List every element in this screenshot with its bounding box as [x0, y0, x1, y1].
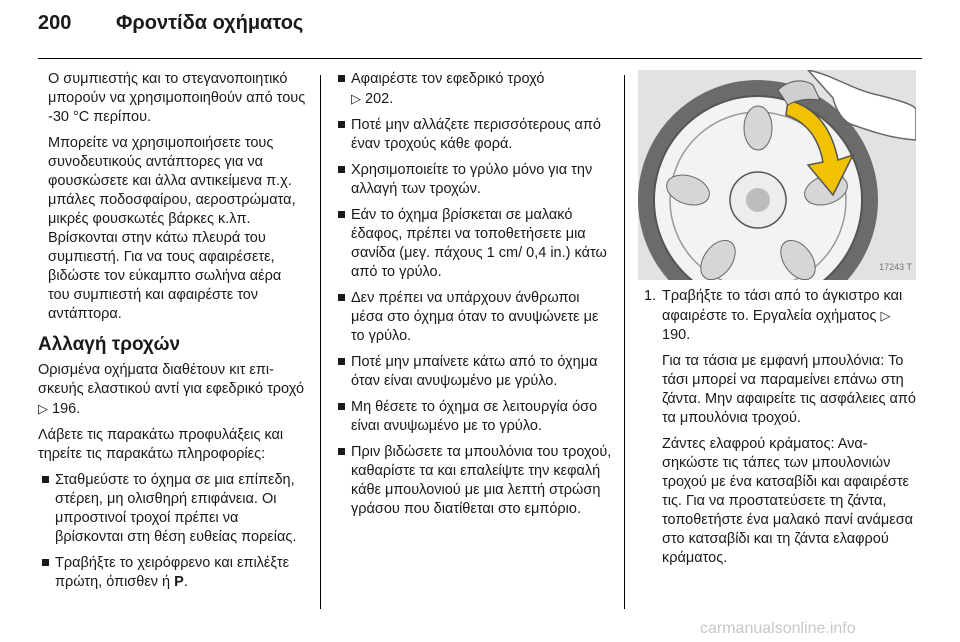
section-heading: Αλλαγή τροχών — [38, 334, 181, 355]
list-item-text: Χρησιμοποιείτε το γρύλο μόνο για την αλλαγή των τροχών. — [351, 162, 593, 197]
numbered-step — [638, 287, 916, 345]
paragraph-repair-kit-text: Ορισμένα οχήματα διαθέτουν κιτ επισκευής ελαστικού αντί για εφεδρικό τροχό — [38, 362, 305, 397]
paragraph-precautions: Λάβετε τις παρακάτω προφυλάξεις και τηρείτε τις παρακάτω πληροφορίες: — [38, 427, 284, 462]
list-item — [38, 554, 306, 592]
paragraph-visible-bolts: Για τα τάσια με εμφανή μπουλόνια: Το τάσι μπορεί να παραμείνει επάνω στη ζάντα. Μην αφαιρείτε τις ασφάλειες από τα μπουλόνια τροχού. — [662, 353, 916, 426]
list-item — [334, 353, 612, 391]
bullet-square-icon — [42, 476, 49, 483]
page-reference[interactable]: 202. — [365, 91, 394, 107]
column-left — [38, 70, 306, 599]
paragraph-alloy-wheels: Ζάντες ελαφρού κράματος: Ανασηκώστε τις τάπες των μπουλονιών τροχού με ένα κατσαβίδι και αφαιρέστε τις. Για να προστατεύσετε τη ζάντα, τοποθετήστε ένα μαλακό πανί ανάμεσα στο κατσαβίδι και τη ζάντα ελαφρού κράματος. — [662, 436, 914, 566]
list-item-text: Εάν το όχημα βρίσκεται σε μαλακό έδαφος, πρέπει να τοποθετήσετε μια σανίδα (μεγ. πάχους 1 cm/ 0,4 in.) κάτω από το γρύλο. — [351, 207, 607, 280]
list-item-text: Μη θέσετε το όχημα σε λειτουργία όσο είναι ανυψωμένο με το γρύλο. — [351, 399, 598, 434]
paragraph-compressor-temp: Ο συμπιεστής και το στεγανοποιητικό μπορούν να χρησιμοποιηθούν από τους -30 °C περίπου. — [48, 71, 306, 125]
step-number: 1. — [644, 288, 657, 304]
column-divider-2 — [624, 75, 625, 609]
list-item — [334, 161, 612, 199]
list-item-text: Δεν πρέπει να υπάρχουν άνθρωποι μέσα στο όχημα όταν το ανυψώνετε με το γρύλο. — [351, 290, 599, 344]
reference-arrow-icon: ▷ — [351, 91, 361, 106]
list-item-text: Ποτέ μην αλλάζετε περισσότερους από έναν τροχούς κάθε φορά. — [351, 117, 601, 152]
wheel-illustration-svg — [638, 70, 916, 280]
bullet-square-icon — [338, 121, 345, 128]
bullet-square-icon — [338, 358, 345, 365]
page-reference[interactable]: 190. — [662, 327, 691, 343]
column-middle — [334, 70, 612, 526]
bullet-square-icon — [42, 559, 49, 566]
list-item-period: . — [183, 574, 188, 590]
paragraph-adapters: Μπορείτε να χρησιμοποιήσετε τους συνοδευτικούς αντάπτορες για να φουσκώσετε και άλλα αντικείμενα π.χ. μπάλες ποδοσφαίρου, αεροστρώματα, μικρές φουσκωτές βάρκες κ.λπ. Βρίσκονται στην κάτω πλευρά του συμπιεστή. Για να τους αφαιρέσετε, βιδώστε τον εύκαμπτο σωλήνα αέρα του συμπιεστή και αφαιρέστε τον αντάπτορα. — [48, 135, 296, 322]
bullet-square-icon — [338, 294, 345, 301]
bullet-square-icon — [338, 75, 345, 82]
reference-arrow-icon: ▷ — [38, 401, 48, 416]
list-item — [334, 443, 612, 519]
reference-arrow-icon: ▷ — [880, 308, 891, 323]
list-item — [38, 471, 306, 547]
bullet-square-icon — [338, 448, 345, 455]
step-text: Τραβήξτε το τάσι από το άγκιστρο και αφαιρέστε το. Εργαλεία οχήματος — [662, 288, 903, 324]
column-divider-1 — [320, 75, 321, 609]
header-divider — [38, 58, 922, 59]
list-item — [334, 70, 612, 109]
list-item-text: Πριν βιδώσετε τα μπουλόνια του τροχού, καθαρίστε τα και επαλείψτε την κεφαλή κάθε μπουλονιού με μια λεπτή στρώση γράσου που διατίθεται στο εμπόριο. — [351, 444, 612, 517]
list-item-text: Ποτέ μην μπαίνετε κάτω από το όχημα όταν είναι ανυψωμένο με γρύλο. — [351, 354, 598, 389]
bullet-square-icon — [338, 403, 345, 410]
list-item-text: Τραβήξτε το χειρόφρενο και επιλέξτε πρώτη, όπισθεν ή — [55, 555, 290, 590]
watermark: carmanualsonline.info — [700, 620, 856, 637]
paragraph-repair-kit — [38, 361, 306, 419]
page-reference[interactable]: 196. — [52, 401, 81, 417]
page-number: 200 — [38, 12, 72, 34]
list-item-text: Σταθμεύστε το όχημα σε μια επίπεδη, στέρεη, μη ολισθηρή επιφάνεια. Οι μπροστινοί τροχοί πρέπει να βρίσκονται στη θέση ευθείας πορείας. — [55, 472, 297, 545]
bullet-square-icon — [338, 166, 345, 173]
list-item-text: Αφαιρέστε τον εφεδρικό τροχό — [351, 71, 545, 87]
gear-position-p: P — [174, 574, 184, 590]
column-right — [638, 70, 916, 575]
figure-id: 17243 T — [879, 262, 912, 272]
wheel-cover-illustration — [638, 70, 916, 280]
chapter-title: Φροντίδα οχήματος — [116, 12, 304, 34]
list-item — [334, 206, 612, 282]
list-item — [334, 398, 612, 436]
list-item — [334, 289, 612, 346]
list-item — [334, 116, 612, 154]
bullet-square-icon — [338, 211, 345, 218]
